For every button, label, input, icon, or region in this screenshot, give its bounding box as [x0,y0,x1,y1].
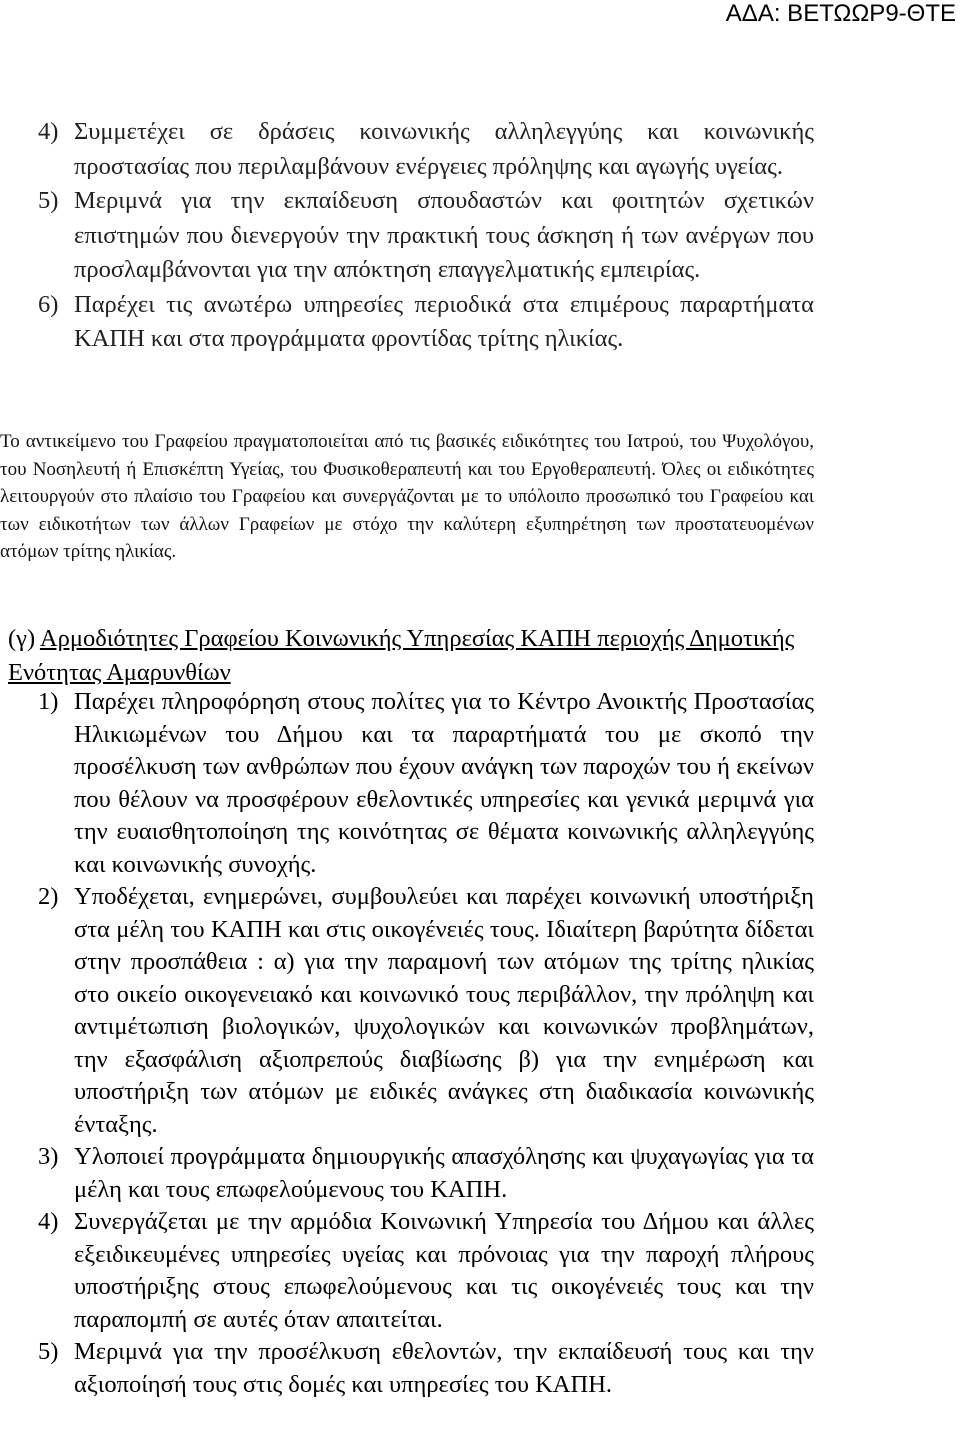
item-text: Υποδέχεται, ενημερώνει, συμβουλεύει και παρέχει κοινωνική υποστήριξη στα μέλη του ΚΑΠΗ και στις οικογένειές τους. Ιδιαίτερη βαρύτητα δίδεται στην προσπάθεια : α) για την παραμονή των ατόμων της τρίτης ηλικίας στο οικείο οικογενειακό και κοινωνικό τους περιβάλλον, την πρόληψη και αντιμέτωπιση βιολογικών, ψυχολογικών και κοινωνικών προβλημάτων, την εξασφάλιση αξιοπρεπούς διαβίωσης β) για την ενημέρωση και υποστήριξη των ατόμων με ειδικές ανάγκες στη διαδικασία κοινωνικής ένταξης. [74,883,814,1138]
item-text: Υλοποιεί προγράμματα δημιουργικής απασχόλησης και ψυχαγωγίας για τα μέλη και τους επωφελούμενους του ΚΑΠΗ. [74,1143,814,1203]
numbered-list-bottom [38,686,814,1401]
list-item [38,686,814,881]
list-item [38,1336,814,1401]
list-item [38,115,814,184]
item-number: 5) [38,1338,59,1365]
numbered-list-top [38,115,814,357]
list-item [38,288,814,357]
item-text: Μεριμνά για την προσέλκυση εθελοντών, την εκπαίδευσή τους και την αξιοποίησή τους στις δομές και υπηρεσίες του ΚΑΠΗ. [74,1338,814,1398]
list-item [38,881,814,1141]
item-number: 5) [38,187,59,214]
list-item [38,1206,814,1336]
item-text: Συνεργάζεται με την αρμόδια Κοινωνική Υπηρεσία του Δήμου και άλλες εξειδικευμένες υπηρεσίες υγείας και πρόνοιας για την παροχή πλήρους υποστήριξης στους επωφελούμενους και τις οικογένειές τους και την παραπομπή σε αυτές όταν απαιτείται. [74,1208,814,1333]
item-number: 3) [38,1143,59,1170]
item-text: Παρέχει τις ανωτέρω υπηρεσίες περιοδικά στα επιμέρους παραρτήματα ΚΑΠΗ και στα προγράμματα φροντίδας τρίτης ηλικίας. [74,290,814,352]
item-number: 2) [38,883,59,910]
section-heading [8,622,816,690]
list-item [38,184,814,288]
item-text: Παρέχει πληροφόρηση στους πολίτες για το Κέντρο Ανοικτής Προστασίας Ηλικιωμένων του Δήμου και τα παραρτήματά του με σκοπό την προσέλκυση των ανθρώπων που έχουν ανάγκη των παροχών του ή εκείνων που θέλουν να προσφέρουν εθελοντικές υπηρεσίες και γενικά μεριμνά για την ευαισθητοποίηση της κοινότητας σε θέματα κοινωνικής αλληλεγγύης και κοινωνικής συνοχής. [74,688,814,878]
body-paragraph: Το αντικείμενο του Γραφείου πραγματοποιείται από τις βασικές ειδικότητες του Ιατρού, του Ψυχολόγου, του Νοσηλευτή ή Επισκέπτη Υγείας, του Φυσικοθεραπευτή και του Εργοθεραπευτή. Όλες οι ειδικότητες λειτουργούν στο πλαίσιο του Γραφείου και συνεργάζονται με το υπόλοιπο προσωπικό του Γραφείου και των ειδικοτήτων των άλλων Γραφείων με στόχο την καλύτερη εξυπηρέτηση των προστατευομένων ατόμων τρίτης ηλικίας. [0,431,814,562]
item-text: Συμμετέχει σε δράσεις κοινωνικής αλληλεγγύης και κοινωνικής προστασίας που περιλαμβάνουν ενέργειες πρόληψης και αγωγής υγείας. [74,118,814,180]
list-item [38,1141,814,1206]
item-number: 6) [38,290,59,318]
item-number: 4) [38,118,59,145]
section-title: Αρμοδιότητες Γραφείου Κοινωνικής Υπηρεσίας ΚΑΠΗ περιοχής Δημοτικής Ενότητας Αμαρυνθίων [8,625,795,686]
section-prefix: (γ) [8,625,40,652]
ada-code: ΑΔΑ: ΒΕΤΩΩΡ9-ΘΤΕ [725,0,956,27]
item-number: 4) [38,1208,59,1235]
item-number: 1) [38,688,59,715]
item-text: Μεριμνά για την εκπαίδευση σπουδαστών και φοιτητών σχετικών επιστημών που διενεργούν την πρακτική τους άσκηση ή των ανέργων που προσλαμβάνονται για την απόκτηση επαγγελματικής εμπειρίας. [74,187,814,283]
